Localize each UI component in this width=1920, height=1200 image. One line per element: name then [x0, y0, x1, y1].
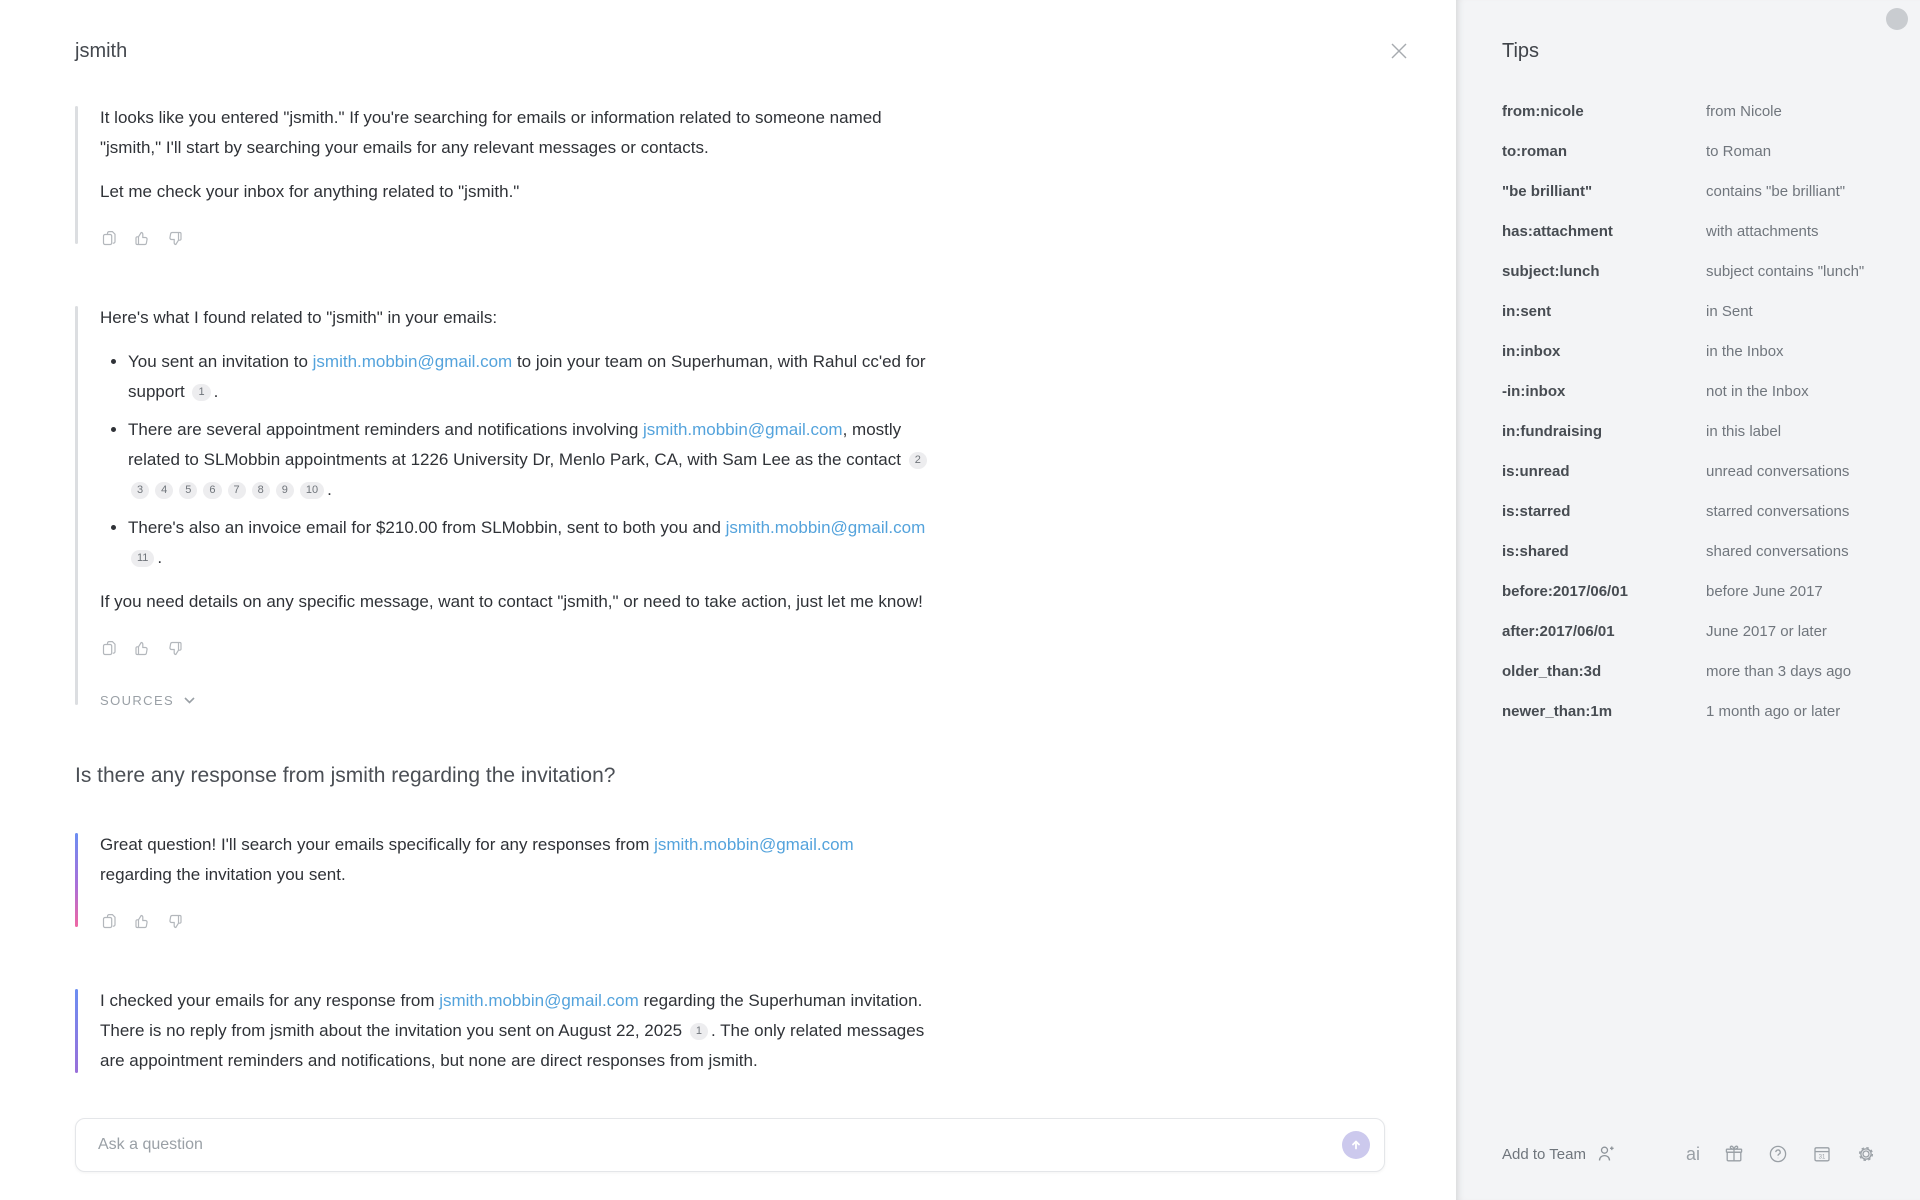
- tip-row: [1502, 581, 1875, 602]
- ai-message: [75, 103, 1386, 247]
- paragraph: I checked your emails for any response from jsmith.mobbin@gmail.com regarding the Superhuman invitation. There is no reply from jsmith about the invitation you sent on August 22, 2025 1 . The only related messages are appointment reminders and notifications, but none are direct responses from jsmith.: [100, 991, 925, 1070]
- tip-term: in:inbox: [1502, 343, 1561, 360]
- ai-message: [75, 830, 1386, 930]
- copy-icon[interactable]: [100, 229, 118, 247]
- tip-term: "be brilliant": [1502, 183, 1593, 200]
- citation-badge[interactable]: 10: [300, 482, 324, 499]
- email-link[interactable]: jsmith.mobbin@gmail.com: [643, 420, 843, 439]
- sources-toggle[interactable]: [100, 693, 195, 708]
- tip-desc: in Sent: [1706, 303, 1753, 320]
- thumbs-up-icon[interactable]: [133, 229, 151, 247]
- question-circle-icon[interactable]: [1768, 1144, 1788, 1164]
- citation-badge[interactable]: 6: [203, 482, 221, 499]
- tip-row: [1502, 341, 1875, 362]
- tip-term: newer_than:1m: [1502, 703, 1613, 720]
- thumbs-up-icon[interactable]: [133, 639, 151, 657]
- tip-row: [1502, 261, 1875, 282]
- ask-question-input[interactable]: [98, 1136, 1342, 1154]
- send-button[interactable]: [1342, 1131, 1370, 1159]
- tip-term: -in:inbox: [1502, 383, 1566, 400]
- person-add-icon: [1596, 1144, 1616, 1164]
- tip-row: [1502, 141, 1875, 162]
- tip-desc: in the Inbox: [1706, 343, 1784, 360]
- email-link[interactable]: jsmith.mobbin@gmail.com: [439, 991, 639, 1010]
- paragraph: It looks like you entered "jsmith." If you're searching for emails or information related to someone named "jsmith," I'll start by searching your emails for any relevant messages or contacts.: [100, 108, 882, 157]
- tip-row: [1502, 461, 1875, 482]
- ai-message-text: [100, 103, 930, 207]
- chevron-down-icon: [184, 697, 195, 704]
- gear-icon[interactable]: [1856, 1144, 1876, 1164]
- user-question: Is there any response from jsmith regarding the invitation?: [75, 764, 616, 787]
- close-button[interactable]: [1386, 38, 1412, 64]
- citation-badge[interactable]: 1: [690, 1023, 708, 1040]
- tips-panel: [1456, 0, 1920, 1200]
- email-link[interactable]: jsmith.mobbin@gmail.com: [654, 835, 854, 854]
- svg-text:31: 31: [1818, 1154, 1826, 1161]
- copy-icon[interactable]: [100, 912, 118, 930]
- tip-desc: more than 3 days ago: [1706, 663, 1852, 680]
- tip-desc: June 2017 or later: [1706, 623, 1827, 640]
- tip-desc: 1 month ago or later: [1706, 703, 1841, 720]
- tip-desc: not in the Inbox: [1706, 383, 1809, 400]
- tip-term: subject:lunch: [1502, 263, 1600, 280]
- tip-row: [1502, 301, 1875, 322]
- tip-desc: starred conversations: [1706, 503, 1850, 520]
- status-dot: [1886, 8, 1908, 30]
- tip-row: [1502, 421, 1875, 442]
- footer-icons: [1686, 1144, 1876, 1164]
- tip-row: [1502, 541, 1875, 562]
- list-item: • There's also an invoice email for $210.00 from SLMobbin, sent to both you and jsmith.mobbin@gmail.com 11 .: [128, 513, 930, 573]
- copy-icon[interactable]: [100, 639, 118, 657]
- ai-message-text: [100, 986, 930, 1076]
- tip-row: [1502, 701, 1875, 722]
- ai-icon[interactable]: ai: [1685, 1144, 1700, 1164]
- add-to-team-button[interactable]: [1502, 1144, 1616, 1164]
- tip-desc: to Roman: [1706, 143, 1772, 160]
- thumbs-down-icon[interactable]: [166, 639, 184, 657]
- tip-term: from:nicole: [1502, 103, 1584, 120]
- tip-desc: subject contains "lunch": [1706, 263, 1865, 280]
- feedback-row: [100, 639, 1386, 657]
- calendar-icon[interactable]: [1812, 1144, 1832, 1164]
- tip-row: [1502, 661, 1875, 682]
- citation-badge[interactable]: 8: [252, 482, 270, 499]
- tips-list: [1502, 101, 1875, 722]
- sources-label: SOURCES: [100, 693, 175, 708]
- tip-term: to:roman: [1502, 143, 1567, 160]
- citation-badge[interactable]: 1: [192, 384, 210, 401]
- ai-message: [75, 303, 1386, 708]
- tip-desc: from Nicole: [1706, 103, 1782, 120]
- tips-footer: [1456, 1144, 1920, 1200]
- tip-term: is:starred: [1502, 503, 1571, 520]
- feedback-row: [100, 229, 1386, 247]
- tip-term: in:sent: [1502, 303, 1552, 320]
- tip-term: after:2017/06/01: [1502, 623, 1615, 640]
- tip-row: [1502, 101, 1875, 122]
- thumbs-up-icon[interactable]: [133, 912, 151, 930]
- tip-term: has:attachment: [1502, 223, 1613, 240]
- ai-message-text: [100, 303, 930, 617]
- citation-badge[interactable]: 3: [131, 482, 149, 499]
- email-link[interactable]: jsmith.mobbin@gmail.com: [725, 518, 926, 537]
- feedback-row: [100, 912, 1386, 930]
- citation-badge[interactable]: 7: [228, 482, 246, 499]
- citation-badge[interactable]: 2: [909, 452, 927, 469]
- tip-row: [1502, 501, 1875, 522]
- tip-term: is:unread: [1502, 463, 1570, 480]
- tip-row: [1502, 381, 1875, 402]
- paragraph: If you need details on any specific message, want to contact "jsmith," or need to take action, just let me know!: [100, 592, 923, 611]
- tip-term: before:2017/06/01: [1502, 583, 1628, 600]
- ai-message: [75, 986, 1386, 1076]
- citation-badge[interactable]: 9: [276, 482, 294, 499]
- findings-list: [100, 347, 930, 573]
- tip-row: [1502, 221, 1875, 242]
- arrow-up-icon: [1350, 1139, 1362, 1151]
- gift-icon[interactable]: [1724, 1144, 1744, 1164]
- tip-desc: contains "be brilliant": [1706, 183, 1846, 200]
- tip-desc: before June 2017: [1706, 583, 1823, 600]
- ai-message-text: [100, 830, 930, 890]
- tip-term: is:shared: [1502, 543, 1569, 560]
- page-title: jsmith: [75, 40, 128, 62]
- paragraph: Here's what I found related to "jsmith" in your emails:: [100, 308, 498, 327]
- add-to-team-label: Add to Team: [1502, 1145, 1586, 1163]
- citation-badge[interactable]: 4: [155, 482, 173, 499]
- composer: [75, 1118, 1385, 1172]
- tip-desc: in this label: [1706, 423, 1782, 440]
- tip-row: [1502, 181, 1875, 202]
- close-icon: [1388, 40, 1410, 62]
- paragraph: Great question! I'll search your emails specifically for any responses from jsmith.mobbin@gmail.com regarding the invitation you sent.: [100, 835, 854, 884]
- paragraph: Let me check your inbox for anything related to "jsmith.": [100, 182, 520, 201]
- email-link[interactable]: jsmith.mobbin@gmail.com: [312, 352, 513, 371]
- thumbs-down-icon[interactable]: [166, 229, 184, 247]
- tips-title: Tips: [1502, 40, 1540, 62]
- tip-row: [1502, 621, 1875, 642]
- citation-badge[interactable]: 11: [131, 550, 154, 567]
- list-item: • There are several appointment reminders and notifications involving jsmith.mobbin@gmail.com, mostly related to SLMobbin appointments at 1226 University Dr, Menlo Park, CA, with Sam Lee as the contact 23 4 5 6 7 8 9 10 .: [128, 415, 930, 505]
- tip-desc: with attachments: [1706, 223, 1819, 240]
- tip-desc: unread conversations: [1706, 463, 1850, 480]
- tip-term: older_than:3d: [1502, 663, 1602, 680]
- list-item: • You sent an invitation to jsmith.mobbin@gmail.com to join your team on Superhuman, with Rahul cc'ed for support 1 .: [128, 347, 930, 407]
- citation-badge[interactable]: 5: [179, 482, 197, 499]
- tip-term: in:fundraising: [1502, 423, 1602, 440]
- tip-desc: shared conversations: [1706, 543, 1849, 560]
- thumbs-down-icon[interactable]: [166, 912, 184, 930]
